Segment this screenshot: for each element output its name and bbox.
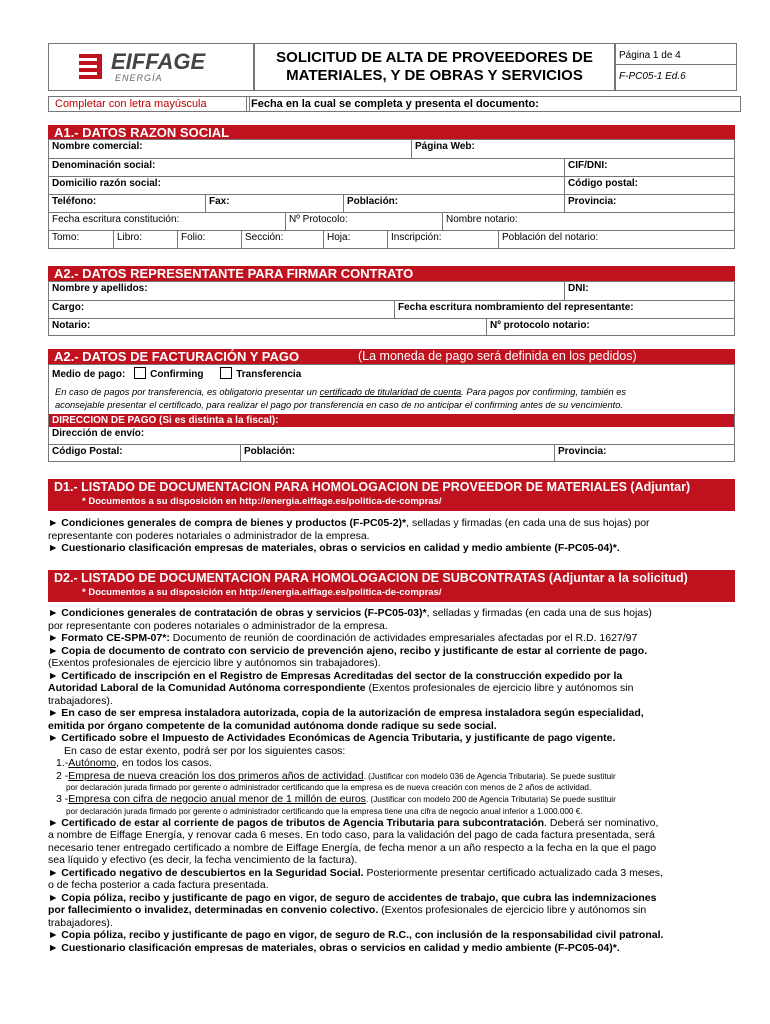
dni-field[interactable]: DNI:	[564, 282, 734, 300]
d1-list	[48, 517, 738, 555]
poblacion-field[interactable]: Población:	[343, 195, 564, 212]
d2-line16-underlined: Empresa con cifra de negocio anual menor de 1 millón de euros	[68, 793, 366, 805]
d1-item1-bold: ► Condiciones generales de compra de bienes y productos (F-PC05-2)*	[48, 517, 407, 529]
section-d1-subtitle: * Documentos a su disposición en http://energia.eiffage.es/politica-de-compras/	[82, 496, 442, 507]
d2-line24: ► Copia póliza, recibo y justificante de pago en vigor, de seguro de accidentes de trabajo, que cubra las indemnizaciones	[48, 891, 657, 904]
tomo-field[interactable]: Tomo:	[52, 232, 80, 243]
medio-pago-row	[52, 367, 301, 382]
section-a2b-note: (La moneda de pago será definida en los pedidos)	[358, 349, 637, 363]
d1-item2: ► Cuestionario clasificación empresas de materiales, obras o servicios en calidad y medio ambiente (F-PC05-04)*.	[48, 542, 620, 554]
d2-line21: sea líquido y efectivo (es decir, la fecha vencimiento de la factura).	[48, 854, 358, 866]
section-a2-grid	[48, 281, 735, 336]
payment-note-line2: aconsejable presentar el certificado, para realizar el pago por transferencia en caso de no anticipar el confirming antes de su vencimiento.	[55, 400, 623, 410]
d2-line05: (Exentos profesionales de ejercicio libre y autónomos sin trabajadores).	[48, 657, 381, 669]
form-code: F-PC05-1 Ed.6	[619, 71, 686, 82]
page-info-box	[614, 43, 737, 91]
d2-line18-rest: . Deberá ser nominativo,	[544, 816, 659, 829]
d2-line13-rest: , en todos los casos.	[116, 757, 212, 769]
d2-line13-num: 1.-	[56, 757, 69, 769]
payment-note	[55, 386, 735, 412]
eiffage-logo-icon	[79, 52, 107, 82]
d2-line20: necesario tener entregado certificado a nombre de Eiffage Energía, de fecha menor a un año respecto a la fecha en la que el pago	[48, 841, 657, 854]
d2-line15: por declaración jurada firmado por gerente o administrador certificando que la empresa es de nueva creación con menos de 2 años de actividad.	[66, 783, 592, 792]
nombre-comercial-field[interactable]: Nombre comercial:	[52, 141, 143, 152]
d2-line01-rest: , selladas y firmadas (en cada una de sus hojas)	[426, 607, 652, 619]
d2-line26: trabajadores).	[48, 916, 113, 929]
section-a2b-title: A2.- DATOS DE FACTURACIÓN Y PAGO	[54, 349, 300, 364]
libro-field[interactable]: Libro:	[113, 231, 177, 249]
direccion-envio-field[interactable]: Dirección de envío:	[52, 428, 145, 439]
d2-line19: a nombre de Eiffage Energía, y renovar cada 6 meses. En todo caso, para la validación del pago de cada factura presentada, será	[48, 829, 655, 841]
hoja-field[interactable]: Hoja:	[323, 231, 387, 249]
d1-item1	[48, 517, 738, 530]
d2-line07-rest: (Exentos profesionales de ejercicio libre y autónomos sin	[365, 682, 634, 694]
d2-line01	[48, 607, 738, 620]
d2-line18-bold: ► Certificado de estar al corriente de pagos de tributos de Agencia Tributaria para subcontratación	[48, 816, 545, 829]
d2-line03	[48, 632, 738, 645]
folio-field[interactable]: Folio:	[177, 231, 241, 249]
payment-note-link: certificado de titularidad de cuenta	[319, 387, 462, 397]
section-d1-header	[48, 479, 735, 511]
d2-line22	[48, 867, 738, 880]
d2-line16-rest: . (Justificar con modelo 200 de Agencia Tributaria) Se puede sustituir	[365, 795, 616, 804]
d2-line03-bold: ► Formato CE-SPM-07*:	[48, 632, 173, 644]
telefono-field[interactable]: Teléfono:	[52, 196, 97, 207]
d2-line25-bold: por fallecimiento o invalidez, determinadas en convenio colectivo.	[48, 904, 379, 916]
caps-note: Completar con letra mayúscula	[48, 96, 250, 112]
d2-line10: emitida por órgano competente de la comunidad autónoma donde radique su sede social.	[48, 719, 497, 732]
cif-dni-field[interactable]: CIF/DNI:	[564, 159, 734, 176]
denominacion-social-field[interactable]: Denominación social:	[52, 160, 156, 171]
form-title	[253, 43, 616, 91]
d2-line06: ► Certificado de inscripción en el Registro de Empresas Acreditadas del sector de la construcción expedido por la	[48, 669, 623, 682]
d2-line08: trabajadores).	[48, 694, 113, 707]
d2-line12: En caso de estar exento, podrá ser por los siguientes casos:	[64, 744, 346, 757]
d2-line14-num: 2 -	[56, 769, 69, 782]
d2-line01-bold: ► Condiciones generales de contratación de obras y servicios (F-PC05-03)*	[48, 607, 427, 619]
cargo-field[interactable]: Cargo:	[52, 302, 85, 313]
fecha-nombramiento-field[interactable]: Fecha escritura nombramiento del representante:	[394, 301, 734, 318]
provincia-field[interactable]: Provincia:	[564, 195, 734, 212]
poblacion-pago-field[interactable]: Población:	[240, 445, 554, 462]
poblacion-notario-field[interactable]: Población del notario:	[498, 231, 734, 249]
inscripcion-field[interactable]: Inscripción:	[387, 231, 498, 249]
d2-line14-underlined: Empresa de nueva creación los dos primeros años de actividad	[68, 769, 364, 782]
d2-line22-rest: Posteriormente presentar certificado actualizado cada 3 meses,	[363, 866, 663, 879]
d2-line03-rest: Documento de reunión de coordinación de actividades empresariales afectadas por el R.D. 1627/97	[172, 632, 638, 644]
domicilio-field[interactable]: Domicilio razón social:	[52, 178, 161, 189]
d2-line25-rest: (Exentos profesionales de ejercicio libre y autónomos sin	[378, 904, 647, 916]
medio-pago-label: Medio de pago:	[52, 369, 126, 380]
d2-line02: por representante con poderes notariales o administrador de la empresa.	[48, 619, 388, 632]
d2-line23: o de fecha posterior a cada factura presentada.	[48, 879, 269, 891]
n-protocolo-notario-field[interactable]: Nº protocolo notario:	[486, 319, 734, 336]
d2-line28: ► Cuestionario clasificación empresas de materiales, obras o servicios en calidad y medio ambiente (F-PC05-04)*.	[48, 941, 620, 954]
nombre-notario-field[interactable]: Nombre notario:	[442, 213, 734, 230]
form-title-line1: SOLICITUD DE ALTA DE PROVEEDORES DE	[276, 49, 593, 66]
logo-subtitle: ENERGÍA	[115, 73, 163, 83]
d2-line11: ► Certificado sobre el Impuesto de Actividades Económicas de Agencia Tributaria, y justificante de pago vigente.	[48, 732, 616, 744]
section-a1-grid	[48, 139, 735, 249]
d2-line07-bold: Autoridad Laboral de la Comunidad Autónoma correspondiente	[48, 682, 366, 694]
d2-line13-underlined: Autónomo	[68, 757, 117, 769]
d2-line27: ► Copia póliza, recibo y justificante de pago en vigor, de seguro de R.C., con inclusión de la responsabilidad civil patronal.	[48, 929, 664, 941]
d2-line09: ► En caso de ser empresa instaladora autorizada, copia de la autorización de empresa instaladora según especialidad,	[48, 707, 644, 719]
d2-line18	[48, 817, 738, 830]
notario-field[interactable]: Notario:	[52, 320, 91, 331]
d2-line22-bold: ► Certificado negativo de descubiertos en la Seguridad Social.	[48, 866, 364, 879]
d2-line25	[48, 904, 738, 917]
provincia-pago-field[interactable]: Provincia:	[554, 445, 734, 462]
fecha-field[interactable]: Fecha en la cual se completa y presenta el documento:	[246, 96, 741, 112]
nombre-apellidos-field[interactable]: Nombre y apellidos:	[52, 283, 148, 294]
d1-item1-line2: representante con poderes notariales o administrador de la empresa.	[48, 529, 370, 542]
section-d1-title: D1.- LISTADO DE DOCUMENTACION PARA HOMOLOGACION DE PROVEEDOR DE MATERIALES (Adjuntar)	[54, 480, 691, 494]
d2-line04: ► Copia de documento de contrato con servicio de prevención ajeno, recibo y justificante de estar al corriente de pago.	[48, 644, 648, 657]
section-a2b-header	[48, 349, 735, 364]
transferencia-label: Transferencia	[236, 369, 302, 380]
page-number: Página 1 de 4	[619, 50, 681, 61]
n-protocolo-field[interactable]: Nº Protocolo:	[285, 213, 442, 230]
section-d2-header	[48, 570, 735, 602]
codigo-postal-field[interactable]: Código postal:	[564, 177, 734, 194]
logo-box	[48, 43, 255, 91]
fax-field[interactable]: Fax:	[205, 195, 343, 212]
d2-line16	[48, 793, 738, 806]
payment-note-p1: En caso de pagos por transferencia, es obligatorio presentar un	[55, 387, 320, 397]
pagina-web-field[interactable]: Página Web:	[411, 140, 734, 158]
confirming-label: Confirming	[150, 369, 204, 380]
payment-note-p2: . Para pagos por confirming, también es	[461, 387, 627, 397]
form-title-line2: MATERIALES, Y DE OBRAS Y SERVICIOS	[286, 67, 583, 84]
d2-list	[48, 607, 738, 954]
seccion-field[interactable]: Sección:	[241, 231, 323, 249]
logo-wordmark: EIFFAGE	[111, 49, 206, 74]
codigo-postal-pago-field[interactable]: Código Postal:	[52, 446, 123, 457]
fecha-escritura-field[interactable]: Fecha escritura constitución:	[52, 214, 180, 225]
d2-line07	[48, 682, 738, 695]
section-a2b-grid	[48, 364, 735, 462]
section-d2-subtitle: * Documentos a su disposición en http://energia.eiffage.es/politica-de-compras/	[82, 587, 442, 598]
d1-item1-rest: , selladas y firmadas (en cada una de sus hojas) por	[406, 517, 650, 529]
d2-line16-num: 3 -	[56, 793, 69, 805]
direccion-pago-bar: DIRECCION DE PAGO (Si es distinta a la fiscal):	[49, 414, 734, 427]
d2-line17: por declaración jurada firmado por gerente o administrador certificando que la empresa tiene una cifra de negocio anual inferior a 1.000.000 €.	[66, 806, 583, 816]
d2-line14-rest: . (Justificar con modelo 036 de Agencia Tributaria). Se puede sustituir	[363, 771, 616, 781]
section-a2-header: A2.- DATOS REPRESENTANTE PARA FIRMAR CONTRATO	[48, 266, 735, 281]
d2-line14	[48, 770, 738, 783]
section-d2-title: D2.- LISTADO DE DOCUMENTACION PARA HOMOLOGACION DE SUBCONTRATAS (Adjuntar a la solicitud)	[54, 571, 688, 585]
confirming-checkbox[interactable]	[134, 367, 146, 379]
d2-line13	[48, 757, 738, 770]
section-a1-header: A1.- DATOS RAZON SOCIAL	[48, 125, 735, 140]
transferencia-checkbox[interactable]	[220, 367, 232, 379]
